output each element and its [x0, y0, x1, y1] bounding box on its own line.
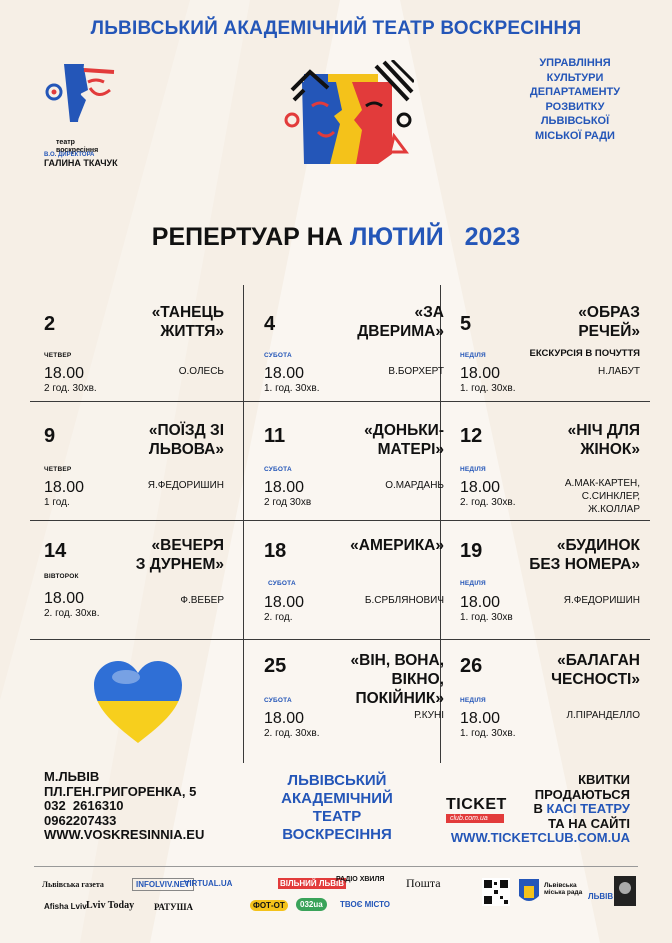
theatre-logo-icon: [44, 60, 124, 140]
event-time: 18.00: [264, 710, 305, 727]
event-time: 18.00: [264, 479, 305, 496]
department-block: [520, 56, 630, 143]
address-city: М.ЛЬВІВ: [44, 769, 100, 784]
event-day: 4: [264, 313, 276, 335]
event-day: 19: [460, 540, 483, 562]
event-weekday: СУБОТА: [264, 466, 292, 473]
event-title: «ВЕЧЕРЯ З ДУРНЕМ»: [135, 537, 224, 573]
event-weekday: ВІВТОРОК: [44, 573, 79, 580]
ticketclub-logo-top: TICKET: [446, 796, 507, 813]
event-time: 18.00: [460, 365, 501, 382]
event-card[interactable]: [446, 524, 652, 643]
event-weekday: НЕДІЛЯ: [460, 580, 486, 587]
event-card[interactable]: [446, 643, 652, 762]
event-time: 18.00: [44, 365, 85, 382]
event-card[interactable]: [250, 643, 456, 762]
event-time: 18.00: [460, 479, 501, 496]
event-card[interactable]: [250, 524, 456, 643]
event-title: «ПОЇЗД ЗІ ЛЬВОВА»: [148, 422, 224, 458]
sponsor-logo: Пошта: [406, 876, 441, 890]
event-weekday: ЧЕТВЕР: [44, 352, 72, 359]
tickets-line: В КАСІ ТЕАТРУ: [533, 801, 630, 816]
grid-divider: [243, 285, 244, 763]
event-author: Р.КУНІ: [414, 710, 444, 721]
director-name: ГАЛИНА ТКАЧУК: [44, 158, 118, 168]
department-line: РОЗВИТКУ: [545, 100, 605, 113]
event-day: 25: [264, 655, 287, 677]
event-card[interactable]: [30, 285, 236, 404]
department-line: МІСЬКОЇ РАДИ: [535, 129, 615, 142]
event-time: 18.00: [264, 594, 305, 611]
director-role: В.О. ДИРЕКТОРА: [44, 152, 95, 158]
repertoire-title: [0, 223, 672, 252]
event-title: «БУДИНОК БЕЗ НОМЕРА»: [529, 537, 640, 573]
event-weekday: ЧЕТВЕР: [44, 466, 72, 473]
event-time: 18.00: [44, 590, 85, 607]
faces-logo-icon: [282, 60, 414, 166]
event-duration: 1. год. 30хв.: [460, 383, 516, 394]
logo-text-line1: театр: [56, 139, 75, 146]
tickets-block: [534, 773, 631, 831]
page-header-title: ЛЬВІВСЬКИЙ АКАДЕМІЧНИЙ ТЕАТР ВОСКРЕСІННЯ: [90, 18, 582, 39]
event-title: «АМЕРИКА»: [350, 537, 444, 554]
event-title: «БАЛАГАН ЧЕСНОСТІ»: [551, 652, 640, 688]
event-title: «ОБРАЗ РЕЧЕЙ»: [578, 304, 640, 340]
event-title: «ТАНЕЦЬ ЖИТТЯ»: [151, 304, 224, 340]
event-author: А.МАК-КАРТЕН, С.СИНКЛЕР, Ж.КОЛЛАР: [564, 478, 640, 515]
event-author: Я.ФЕДОРИШИН: [563, 595, 640, 606]
ukraine-heart-icon: [92, 659, 184, 745]
event-duration: 2 год. 30хв.: [44, 383, 97, 394]
event-duration: 1. год. 30хв: [460, 612, 513, 623]
address-phone2[interactable]: 0962207433: [44, 812, 117, 828]
sponsor-logo: РАДІО ХВИЛЯ: [336, 876, 385, 883]
lviv-coat-of-arms-icon: [518, 878, 540, 906]
event-time: 18.00: [460, 710, 501, 727]
event-day: 2: [44, 313, 56, 335]
heart-cell: [30, 643, 236, 762]
event-duration: 1 год.: [44, 497, 70, 508]
address-street: ПЛ.ГЕН.ГРИГОРЕНКА, 5: [44, 783, 197, 799]
theatre-name-line: ЛЬВІВСЬКИЙ: [287, 772, 387, 789]
department-line: ДЕПАРТАМЕНТУ: [529, 86, 621, 98]
sponsor-logo: РАТУША: [154, 902, 194, 912]
event-card[interactable]: [250, 285, 456, 404]
event-author: О.ОЛЕСЬ: [178, 366, 224, 377]
ticketclub-logo: [446, 796, 506, 823]
sponsor-logo: INFOLVIV.NET: [132, 878, 194, 891]
repertoire-year: 2023: [464, 223, 521, 251]
theatre-name-line: ВОСКРЕСІННЯ: [282, 826, 392, 843]
event-duration: 2. год. 30хв.: [460, 497, 516, 508]
event-duration: 1. год. 30хв.: [460, 728, 516, 739]
footer-divider: [34, 866, 638, 867]
event-card[interactable]: [250, 405, 456, 524]
event-duration: 1. год. 30хв.: [264, 383, 320, 394]
theatre-site-link[interactable]: WWW.VOSKRESINNIA.EU: [44, 827, 205, 842]
event-author: Б.СРБЛЯНОВИЧ: [364, 595, 444, 606]
sponsor-logo: Львівська газета: [42, 880, 104, 889]
event-author: Я.ФЕДОРИШИН: [147, 480, 224, 491]
address-phone1[interactable]: 032 2616310: [44, 798, 124, 813]
address-block: [44, 770, 204, 843]
event-weekday: СУБОТА: [264, 352, 292, 359]
event-weekday: СУБОТА: [268, 580, 296, 587]
theatre-name-block: [262, 772, 412, 844]
theatre-name-line: АКАДЕМІЧНИЙ: [281, 790, 393, 807]
theatre-logo: [44, 60, 134, 155]
event-time: 18.00: [460, 594, 501, 611]
event-weekday: НЕДІЛЯ: [460, 697, 486, 704]
repertoire-month: ЛЮТИЙ: [349, 223, 444, 251]
event-duration: 2. год. 30хв.: [44, 608, 100, 619]
event-card[interactable]: [446, 285, 652, 404]
event-title: «ДОНЬКИ- МАТЕРІ»: [364, 422, 444, 458]
event-card[interactable]: [30, 405, 236, 524]
event-day: 14: [44, 540, 67, 562]
ticketclub-logo-bottom: club.com.ua: [446, 814, 504, 823]
sponsor-logo: ТВОЄ МІСТО: [340, 900, 390, 909]
event-author: Л.ПІРАНДЕЛЛО: [566, 710, 640, 721]
event-weekday: НЕДІЛЯ: [460, 466, 486, 473]
event-weekday: НЕДІЛЯ: [460, 352, 486, 359]
sponsor-logo: 032ua: [296, 898, 327, 911]
tickets-line: ПРОДАЮТЬСЯ: [534, 786, 630, 802]
theatre-name-line: ТЕАТР: [312, 808, 362, 825]
event-weekday: СУБОТА: [264, 697, 292, 704]
department-line: КУЛЬТУРИ: [546, 71, 604, 84]
event-day: 11: [264, 425, 286, 447]
event-card[interactable]: [30, 524, 236, 643]
sponsor-logo: Afisha Lviv: [44, 902, 87, 911]
event-duration: 2. год. 30хв.: [264, 728, 320, 739]
schedule-grid: [30, 285, 650, 763]
department-line: УПРАВЛІННЯ: [539, 57, 611, 69]
event-time: 18.00: [264, 365, 305, 382]
event-day: 9: [44, 425, 56, 447]
sponsor-logo: ЛЬВІВ: [588, 892, 614, 901]
event-title: «НІЧ ДЛЯ ЖІНОК»: [567, 422, 640, 458]
event-author: В.БОРХЕРТ: [388, 366, 444, 377]
logo-text-line2: воскресіння: [56, 147, 99, 154]
event-day: 5: [460, 313, 472, 335]
event-author: О.МАРДАНЬ: [385, 480, 444, 491]
tickets-line: КВИТКИ: [578, 772, 630, 787]
event-time: 18.00: [44, 479, 85, 496]
event-duration: 2. год.: [264, 612, 293, 623]
event-title: «ВІН, ВОНА, ВІКНО, ПОКІЙНИК»: [350, 652, 444, 707]
sponsor-emblem-icon: [614, 876, 636, 906]
event-day: 12: [460, 425, 483, 447]
sponsor-logo: ВІЛЬНИЙ ЛЬВІВ: [280, 879, 345, 888]
sponsor-logo: VIRTUAL.UA: [184, 879, 233, 888]
ticketclub-site-link[interactable]: WWW.TICKETCLUB.COM.UA: [450, 830, 630, 845]
event-subtitle: ЕКСКУРСІЯ В ПОЧУТТЯ: [529, 348, 640, 359]
event-author: Н.ЛАБУТ: [597, 366, 640, 377]
tickets-line: ТА НА САЙТІ: [548, 815, 630, 831]
department-line: ЛЬВІВСЬКОЇ: [540, 115, 610, 127]
sponsor-logo: ФОТ-ОТ: [250, 900, 288, 911]
event-title: «ЗА ДВЕРИМА»: [357, 304, 444, 340]
event-card[interactable]: [446, 405, 652, 524]
event-day: 18: [264, 540, 287, 562]
qr-code-icon[interactable]: [482, 878, 510, 906]
sponsors-strip: [40, 872, 636, 920]
sponsor-logo: Lviv Today: [86, 900, 135, 911]
event-duration: 2 год 30хв: [264, 497, 312, 508]
repertoire-prefix: РЕПЕРТУАР НА: [151, 223, 350, 251]
event-author: Ф.ВЕБЕР: [180, 595, 224, 606]
event-day: 26: [460, 655, 483, 677]
sponsor-logo: Львівська міська рада: [544, 882, 583, 896]
